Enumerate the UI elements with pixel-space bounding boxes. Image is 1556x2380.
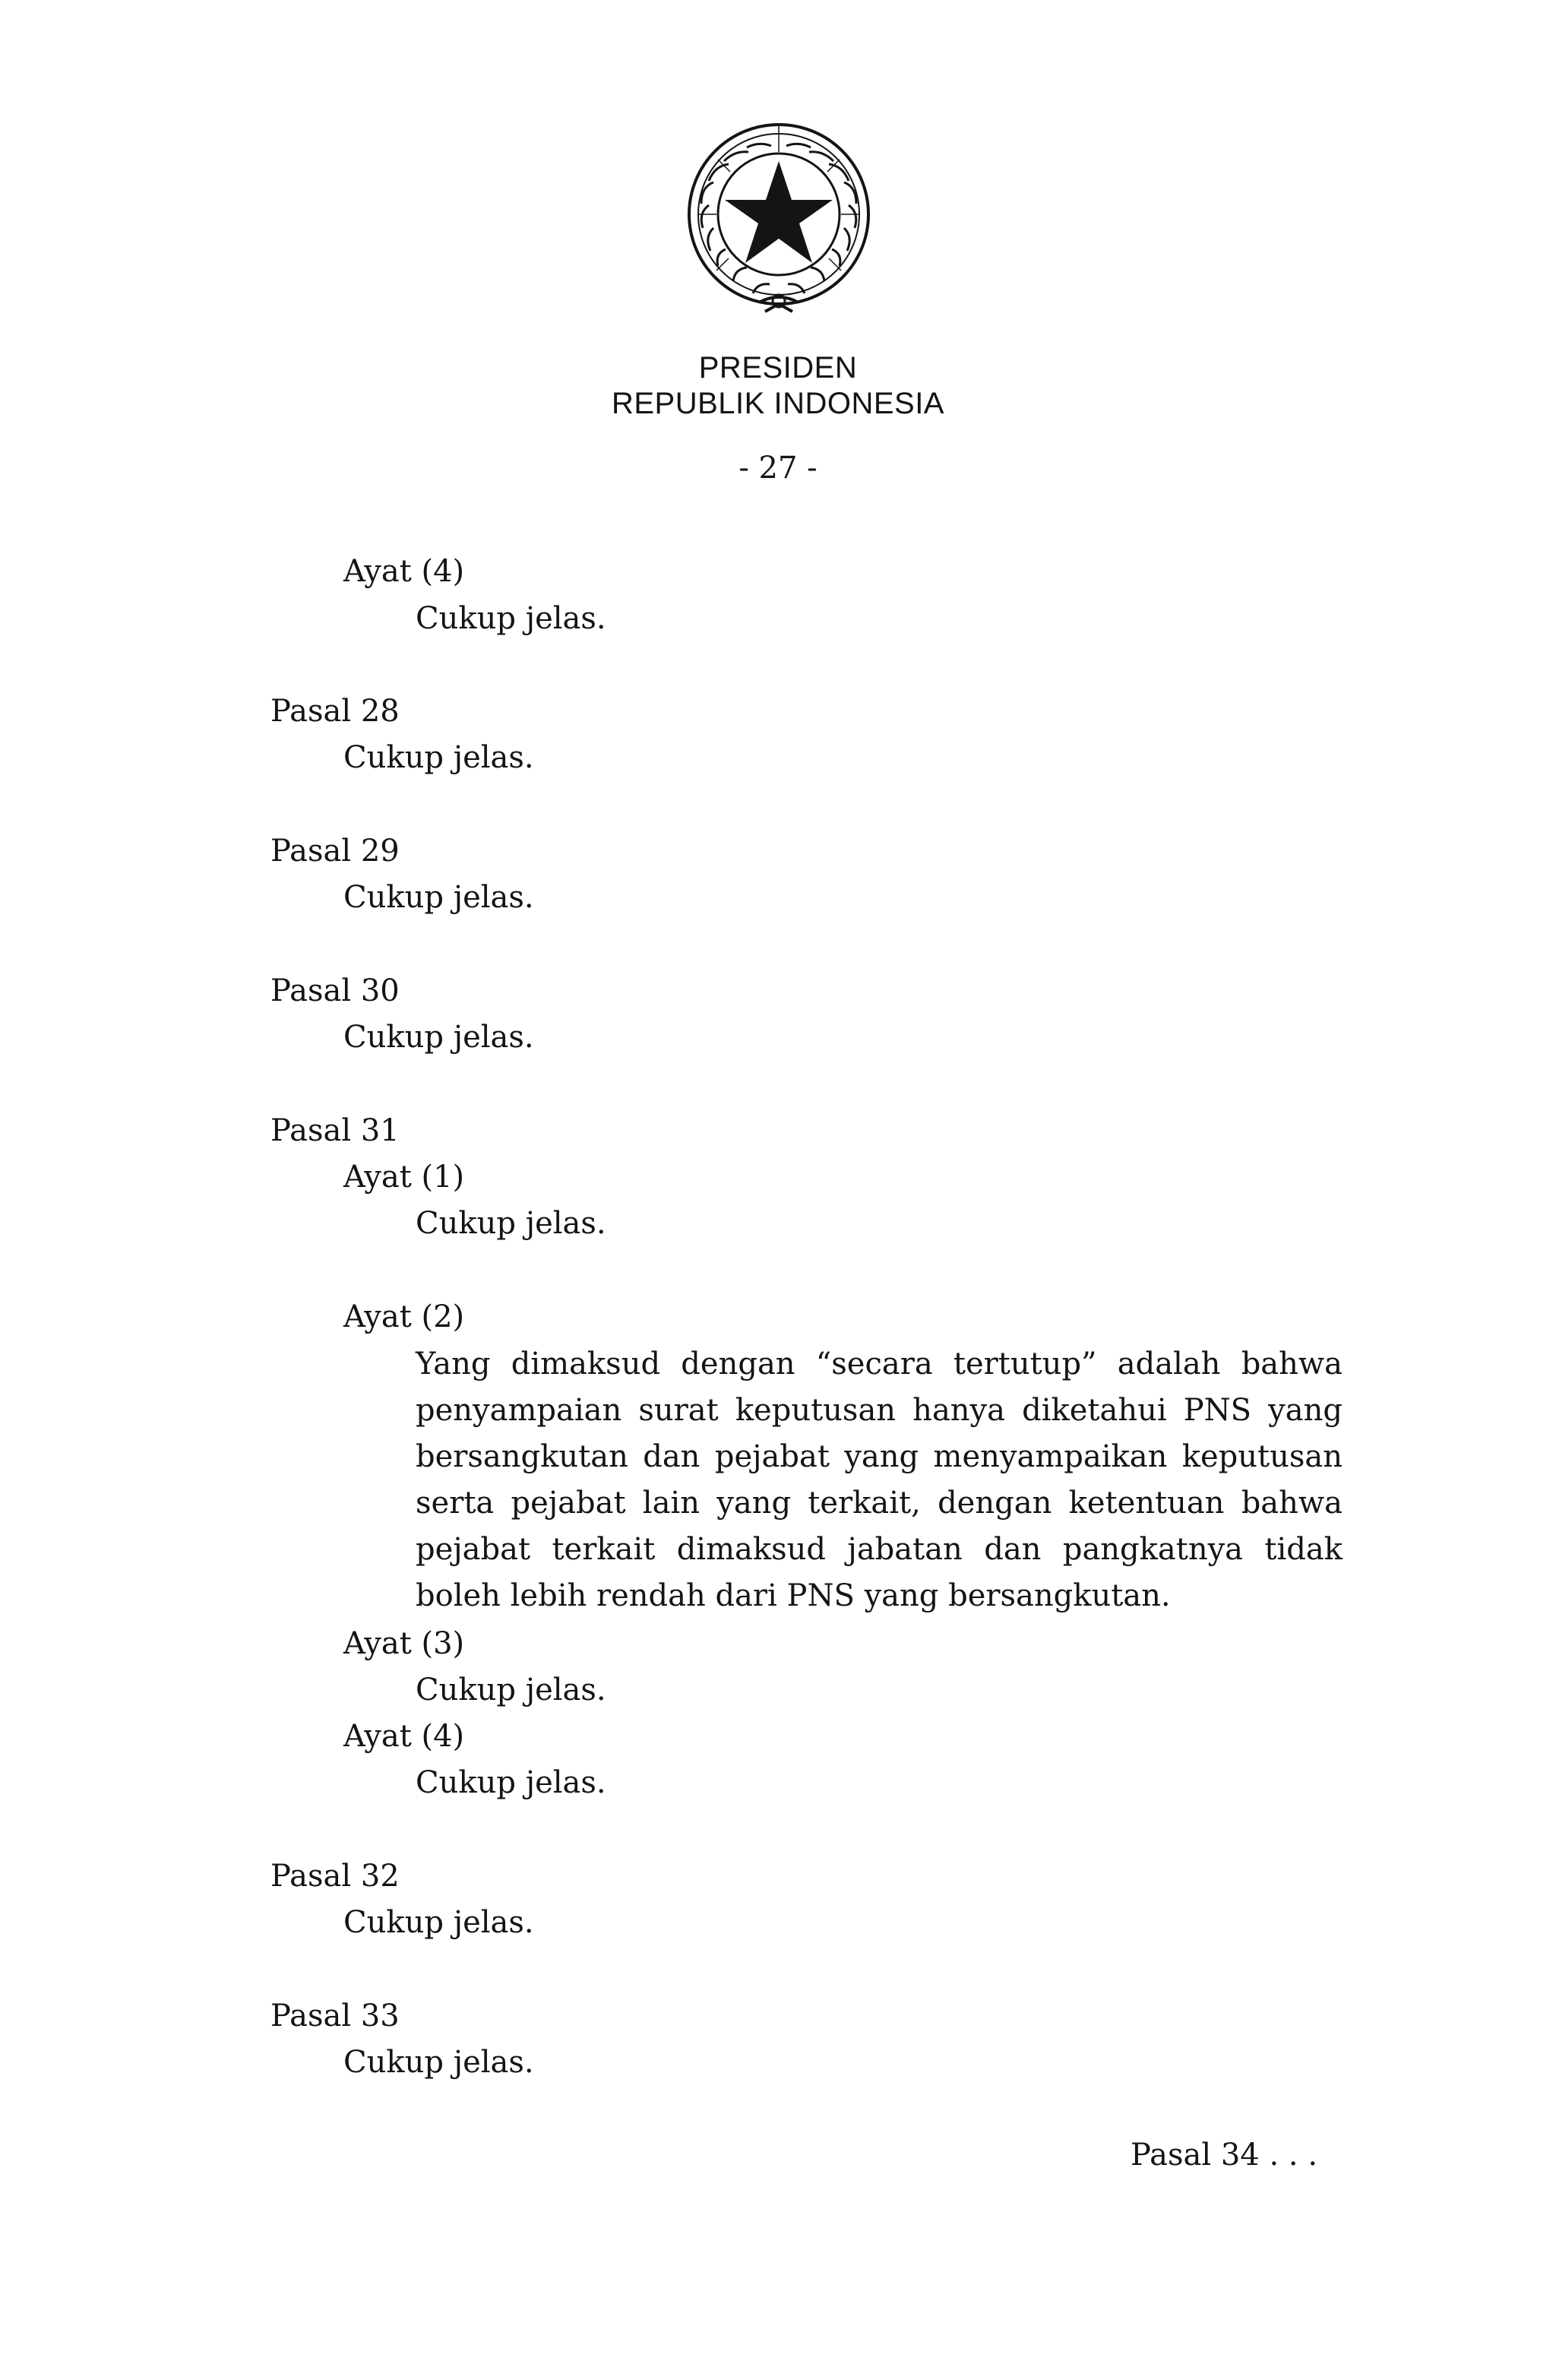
paragraph-line: bersangkutan dan pejabat yang menyampaikan keputusan xyxy=(416,1439,1343,1474)
ayat-label: Ayat (4) xyxy=(343,1719,465,1754)
pasal-heading: Pasal 30 xyxy=(270,973,400,1008)
ayat-text: Cukup jelas. xyxy=(416,601,606,636)
ayat-text: Cukup jelas. xyxy=(416,1765,606,1800)
pasal-heading: Pasal 29 xyxy=(270,834,400,869)
paragraph-line: boleh lebih rendah dari PNS yang bersangkutan. xyxy=(416,1578,1171,1613)
pasal-heading: Pasal 28 xyxy=(270,694,400,729)
pasal-heading: Pasal 31 xyxy=(270,1113,400,1148)
pasal-text: Cukup jelas. xyxy=(343,1905,534,1940)
pasal-text: Cukup jelas. xyxy=(343,740,534,775)
page-number: - 27 - xyxy=(738,451,818,486)
pasal-heading: Pasal 33 xyxy=(270,1999,400,2033)
paragraph-line: serta pejabat lain yang terkait, dengan ketentuan bahwa xyxy=(416,1486,1343,1521)
ayat-label: Ayat (4) xyxy=(343,554,465,589)
header-title-presiden: PRESIDEN xyxy=(698,351,858,385)
ayat-text: Cukup jelas. xyxy=(416,1673,606,1707)
pasal-text: Cukup jelas. xyxy=(343,2045,534,2080)
pasal-text: Cukup jelas. xyxy=(343,880,534,915)
ayat-text: Cukup jelas. xyxy=(416,1206,606,1241)
paragraph-line: pejabat terkait dimaksud jabatan dan pangkatnya tidak xyxy=(416,1532,1343,1567)
ayat-label: Ayat (2) xyxy=(343,1299,465,1334)
ayat-label: Ayat (1) xyxy=(343,1160,465,1195)
garuda-emblem-icon xyxy=(680,122,878,319)
header-title-republik: REPUBLIK INDONESIA xyxy=(611,387,944,420)
continuation-note: Pasal 34 . . . xyxy=(1131,2138,1318,2173)
paragraph-line: penyampaian surat keputusan hanya diketahui PNS yang xyxy=(416,1393,1343,1428)
ayat-label: Ayat (3) xyxy=(343,1626,465,1661)
pasal-text: Cukup jelas. xyxy=(343,1020,534,1055)
ayat-2-paragraph xyxy=(416,1341,1343,1619)
pasal-heading: Pasal 32 xyxy=(270,1859,400,1894)
paragraph-line: Yang dimaksud dengan “secara tertutup” adalah bahwa xyxy=(416,1347,1343,1381)
